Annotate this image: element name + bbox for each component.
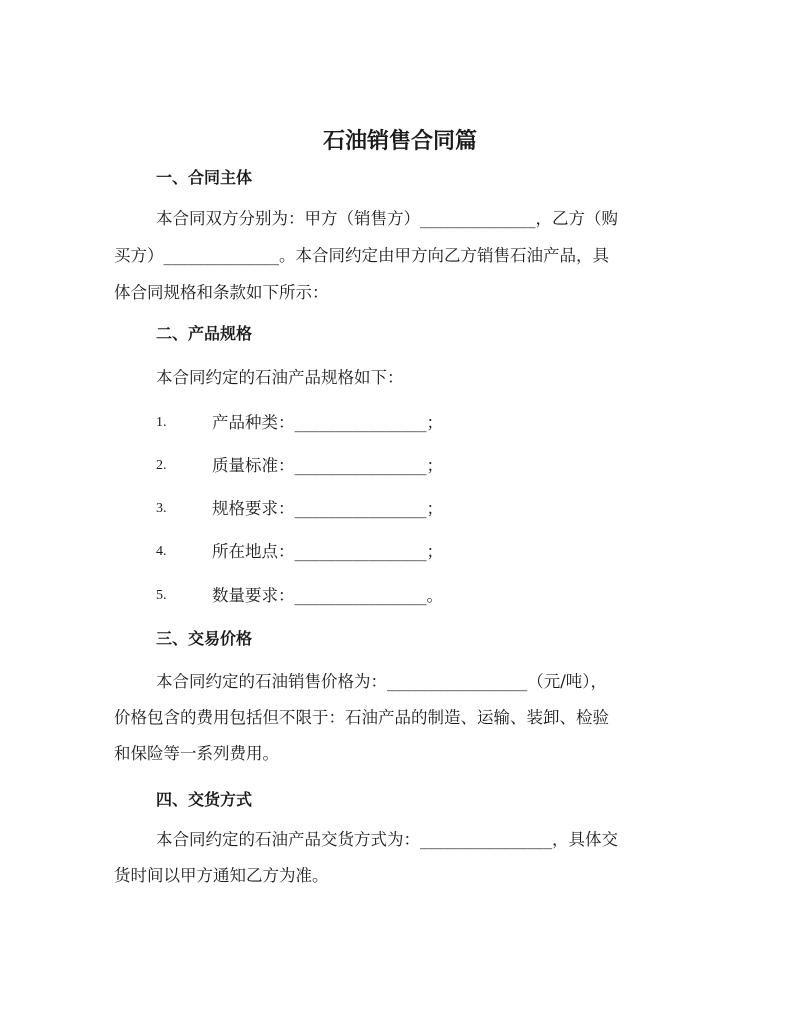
paragraph-line: 本合同约定的石油销售价格为：_________________（元/吨），	[156, 672, 608, 691]
document-title: 石油销售合同篇	[322, 128, 477, 154]
section-heading-product-specs: 二、产品规格	[156, 324, 253, 343]
paragraph-line: 本合同双方分别为：甲方（销售方）______________，乙方（购	[156, 209, 618, 228]
paragraph-line: 体合同规格和条款如下所示：	[114, 283, 329, 302]
list-item-number: 4.	[156, 544, 167, 559]
paragraph-line: 本合同约定的石油产品交货方式为：________________，具体交	[156, 830, 618, 849]
paragraph-line: 货时间以甲方通知乙方为准。	[114, 866, 329, 885]
paragraph-line: 和保险等一系列费用。	[114, 744, 279, 763]
list-item: 数量要求：________________。	[212, 586, 443, 605]
list-item-number: 1.	[156, 415, 167, 430]
list-item: 所在地点：________________；	[212, 542, 443, 561]
list-item: 产品种类：________________；	[212, 413, 443, 432]
section-heading-contract-parties: 一、合同主体	[156, 168, 253, 187]
section-heading-transaction-price: 三、交易价格	[156, 629, 253, 648]
list-item: 质量标准：________________；	[212, 456, 443, 475]
section-heading-delivery-method: 四、交货方式	[156, 790, 253, 809]
list-item-number: 5.	[156, 588, 167, 603]
list-item-number: 3.	[156, 501, 167, 516]
paragraph-line: 买方）______________。本合同约定由甲方向乙方销售石油产品，具	[114, 246, 609, 265]
list-item-number: 2.	[156, 458, 167, 473]
paragraph-line: 本合同约定的石油产品规格如下：	[156, 368, 404, 387]
paragraph-line: 价格包含的费用包括但不限于：石油产品的制造、运输、装卸、检验	[114, 708, 609, 727]
list-item: 规格要求：________________；	[212, 499, 443, 518]
